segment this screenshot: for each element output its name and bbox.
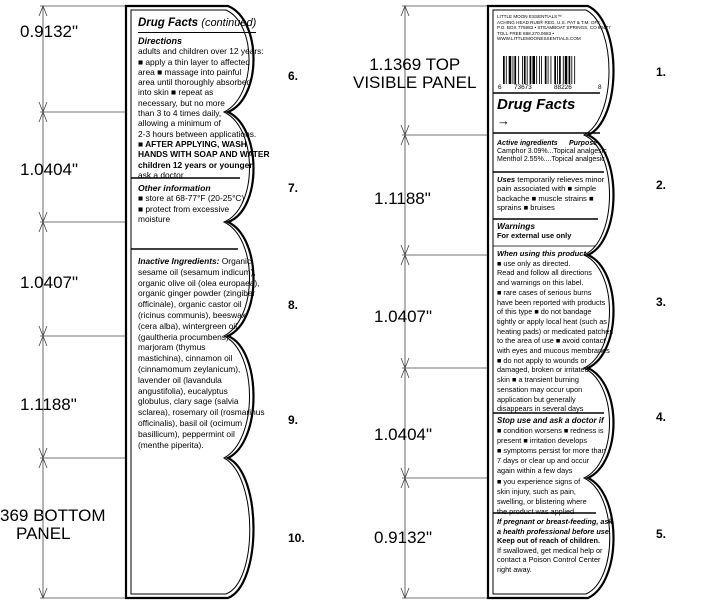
- num-3: 3.: [656, 295, 667, 309]
- text-line: of this type ■ do not bandage: [497, 307, 592, 317]
- text-line: 2-3 hours between applications.: [138, 128, 257, 139]
- purpose-header: Purpose: [569, 140, 598, 147]
- barcode-bar: [548, 56, 549, 84]
- text-line: sclarea), rosemary oil (rosmarinus: [138, 407, 265, 418]
- barcode-bar: [563, 56, 564, 84]
- when-using-section: [497, 249, 614, 414]
- barcode-bar: [527, 56, 528, 84]
- uses-section: Uses temporarily relieves minor pain associated with ■ simple backache ■ muscle strains ■ sprains ■ bruises: [497, 175, 605, 213]
- text-line: application but generally: [497, 394, 576, 404]
- left-dim-2: 1.0404": [20, 160, 79, 179]
- right-dimension-lines: [401, 6, 488, 598]
- uses-text: [497, 184, 603, 212]
- text-line: HANDS WITH SOAP AND WATER: [138, 149, 270, 160]
- text-line: sesame oil (sesamum indicum),: [138, 266, 256, 277]
- text-line: the product was applied: [497, 506, 575, 516]
- text-line: into skin ■ repeat as: [138, 87, 214, 98]
- keep-out-text: Keep out of reach of children.: [497, 536, 600, 546]
- text-line: contact a Poison Control Center: [497, 555, 601, 565]
- barcode-bar: [518, 56, 519, 84]
- text-line: TOLL FREE 888.270.0683 •: [497, 30, 555, 36]
- num-1: 1.: [656, 65, 667, 79]
- inactive-text: [138, 266, 265, 451]
- barcode-bar: [545, 56, 547, 84]
- arrow-icon: →: [497, 113, 510, 128]
- text-line: have been reported with products: [497, 297, 606, 307]
- text-line: ■ use only as directed.: [497, 258, 571, 268]
- top-panel-label: 1.1369 TOP VISIBLE PANEL: [353, 55, 477, 92]
- uses-header: Uses: [497, 175, 516, 184]
- text-line: moisture: [138, 213, 171, 224]
- active-ingredients: [497, 139, 607, 164]
- barcode-bar: [565, 56, 568, 84]
- text-line: marjoram (thymus: [138, 342, 206, 353]
- text-line: P.O. BOX 775983 • STEAMBOAT SPRINGS, CO 80477: [497, 25, 611, 31]
- text-line: tightly or apply local heat (such as: [497, 316, 607, 326]
- text-line: lavender oil (lavandula: [138, 374, 222, 385]
- text-line: to the area of use ■ avoid contact: [497, 336, 606, 346]
- company-info: [497, 14, 611, 42]
- text-line: organic ginger powder (zingiber: [138, 288, 256, 299]
- inactive-header: Inactive Ingredients:: [138, 256, 220, 266]
- text-line: (gaultheria procumbens),: [138, 331, 232, 342]
- text-line: area ■ massage into painful: [138, 66, 242, 77]
- text-line: damaged, broken or irritated: [497, 365, 589, 375]
- warnings-header: Warnings: [497, 221, 536, 231]
- text-line: and warnings on this label.: [497, 278, 584, 288]
- text-line: necessary, but no more: [138, 97, 225, 108]
- right-title: Drug Facts: [497, 96, 576, 113]
- left-title-suffix: (continued): [201, 17, 257, 29]
- text-line: ■ do not apply to wounds or: [497, 355, 587, 365]
- when-text: [497, 258, 614, 414]
- text-line: disappears in several days: [497, 404, 584, 414]
- text-line: (cera alba), wintergreen oil: [138, 320, 238, 331]
- stop-header: Stop use and ask a doctor if: [497, 416, 604, 425]
- ask-doctor-text: ask a doctor: [138, 169, 184, 180]
- stop-text: [497, 426, 605, 517]
- num-4: 4.: [656, 410, 667, 424]
- barcode-bar: [513, 56, 514, 84]
- swallow-text: [497, 546, 605, 575]
- pregnancy-text: [497, 517, 613, 536]
- left-drug-facts-continued: [138, 16, 270, 180]
- barcode-bar: [524, 56, 526, 84]
- right-title-block: [497, 96, 575, 127]
- text-line: If pregnant or breast-feeding, ask: [497, 517, 613, 526]
- active-header: Active ingredients: [497, 140, 558, 147]
- wash-hands-text: [138, 138, 270, 170]
- barcode-bar: [554, 56, 556, 84]
- barcode-bar: [514, 56, 516, 84]
- active-text: [497, 148, 607, 164]
- num-10: 10.: [288, 531, 305, 545]
- text-line: ■ condition worsens ■ redness is: [497, 426, 604, 436]
- text-line: right away.: [497, 564, 532, 574]
- text-line: globulus, clary sage (salvia: [138, 396, 239, 407]
- text-line: ■ store at 68-77°F (20-25°C): [138, 193, 245, 204]
- text-line: ■ symptoms persist for more than: [497, 446, 606, 456]
- right-dim-4: 0.9132": [374, 528, 433, 547]
- barcode-bar: [522, 56, 523, 84]
- num-8: 8.: [288, 298, 299, 312]
- text-line: angustifolia), eucalyptus: [138, 385, 228, 396]
- warnings-section: [497, 222, 603, 240]
- left-dim-3: 1.0407": [20, 273, 79, 292]
- barcode-bar: [503, 56, 505, 84]
- barcode-bars: [503, 56, 575, 84]
- text-line: organic olive oil (olea europaea),: [138, 277, 260, 288]
- num-9: 9.: [288, 413, 299, 427]
- text-line: (cinnamomum zeylanicum),: [138, 363, 241, 374]
- barcode-bar: [532, 56, 535, 84]
- barcode-bar: [509, 56, 512, 84]
- text-line: ■ protect from excessive: [138, 203, 230, 214]
- barcode-bar: [536, 56, 537, 84]
- num-5: 5.: [656, 527, 667, 541]
- pregnancy-section: [497, 517, 613, 575]
- text-line: backache ■ muscle strains ■: [497, 193, 594, 203]
- other-text: [138, 193, 248, 224]
- num-6: 6.: [288, 69, 299, 83]
- left-dim-4: 1.1188": [20, 395, 77, 414]
- text-line: WWW.LITTLEMOONESSENTIALS.COM: [497, 36, 581, 42]
- right-dim-1: 1.1188": [374, 189, 431, 208]
- text-line: again within a few days: [497, 466, 573, 476]
- text-line: ■ apply a thin layer to affected: [138, 56, 250, 67]
- text-line: officinalis), basil oil (ocimum: [138, 417, 243, 428]
- text-line: swelling, or blistering where: [497, 496, 587, 506]
- left-dim-1: 0.9132": [20, 22, 79, 41]
- text-line: If swallowed, get medical help or: [497, 545, 603, 555]
- text-line: allowing a minimum of: [138, 118, 221, 129]
- text-line: ■ rare cases of serious burns: [497, 287, 592, 297]
- when-header: When using this product: [497, 249, 587, 258]
- inactive-ingredients: Inactive Ingredients: Organic sesame oil (sesamum indicum), organic olive oil (olea europaea), organic ginger powder (zingiber officinale), organic castor oil (ricinus communis), beeswax (cera alba), wintergreen oil (gaultheria procumbens), marjoram (thymus mastichina), cinnamon oil (cinnamomum zeylanicum), lavender oil (lavandula angustifolia), eucalyptus globulus, clary sage (salvia sclarea), rosemary oil (rosmarinus officinalis), basil oil (ocimum basillicum), peppermint oil (menthe piperita).: [138, 256, 265, 450]
- text-line: ■ AFTER APPLYING, WASH: [138, 138, 247, 149]
- num-7: 7.: [288, 181, 299, 195]
- stop-use-section: [497, 416, 605, 517]
- text-line: sprains ■ bruises: [497, 203, 555, 213]
- text-line: ■ you experience signs of: [497, 476, 581, 486]
- barcode-bar: [559, 56, 561, 84]
- directions-text: [138, 46, 264, 139]
- text-line: ACHING HEAD RUB® REG. U.S. PAT & T.M. OFF.: [497, 19, 601, 25]
- text-line: basillicum), peppermint oil: [138, 428, 235, 439]
- text-line: skin injury, such as pain,: [497, 486, 576, 496]
- num-2: 2.: [656, 178, 667, 192]
- text-line: heating pads) or medicated patches: [497, 326, 614, 336]
- text-line: Camphor 3.09%...Topical analgesic: [497, 148, 607, 155]
- text-line: a health professional before use.: [497, 526, 611, 536]
- text-line: (menthe piperita).: [138, 439, 204, 450]
- text-line: 7 days or clear up and occur: [497, 456, 590, 466]
- text-line: present ■ irritation develops: [497, 436, 587, 446]
- text-line: adults and children over 12 years:: [138, 46, 264, 57]
- left-title: Drug Facts: [138, 17, 199, 29]
- text-line: with eyes and mucous membranes: [497, 346, 610, 356]
- text-line: pain associated with ■ simple: [497, 184, 597, 194]
- barcode-bar: [551, 56, 552, 84]
- text-line: Menthol 2.55%....Topical analgesic: [497, 156, 605, 163]
- text-line: LITTLE MOON ESSENTIALS™: [497, 14, 562, 19]
- right-dim-3: 1.0404": [374, 425, 433, 444]
- text-line: area until thoroughly absorbed: [138, 77, 252, 88]
- text-line: sensation may occur upon: [497, 384, 583, 394]
- barcode-bar: [506, 56, 507, 84]
- directions-header: Directions: [138, 36, 183, 46]
- external-use-text: For external use only: [497, 231, 572, 240]
- barcode-bar: [569, 56, 571, 84]
- barcode-bar: [539, 56, 540, 84]
- other-information: [138, 183, 248, 224]
- other-header: Other information: [138, 183, 211, 193]
- text-line: children 12 years or younger:: [138, 159, 256, 170]
- barcode-bar: [557, 56, 558, 84]
- text-line: skin ■ a transient burning: [497, 375, 579, 385]
- text-line: Read and follow all directions: [497, 268, 592, 278]
- barcode-bar: [574, 56, 575, 84]
- right-dim-2: 1.0407": [374, 307, 433, 326]
- bottom-panel-label: 369 BOTTOM PANEL: [0, 506, 106, 543]
- text-line: officinale), organic castor oil: [138, 299, 242, 310]
- text-line: (ricinus communis), beeswax: [138, 309, 246, 320]
- text-line: mastichina), cinnamon oil: [138, 353, 233, 364]
- barcode-bar: [530, 56, 532, 84]
- barcode-bar: [571, 56, 572, 84]
- text-line: than 3 to 4 times daily,: [138, 108, 222, 119]
- barcode-bar: [541, 56, 542, 84]
